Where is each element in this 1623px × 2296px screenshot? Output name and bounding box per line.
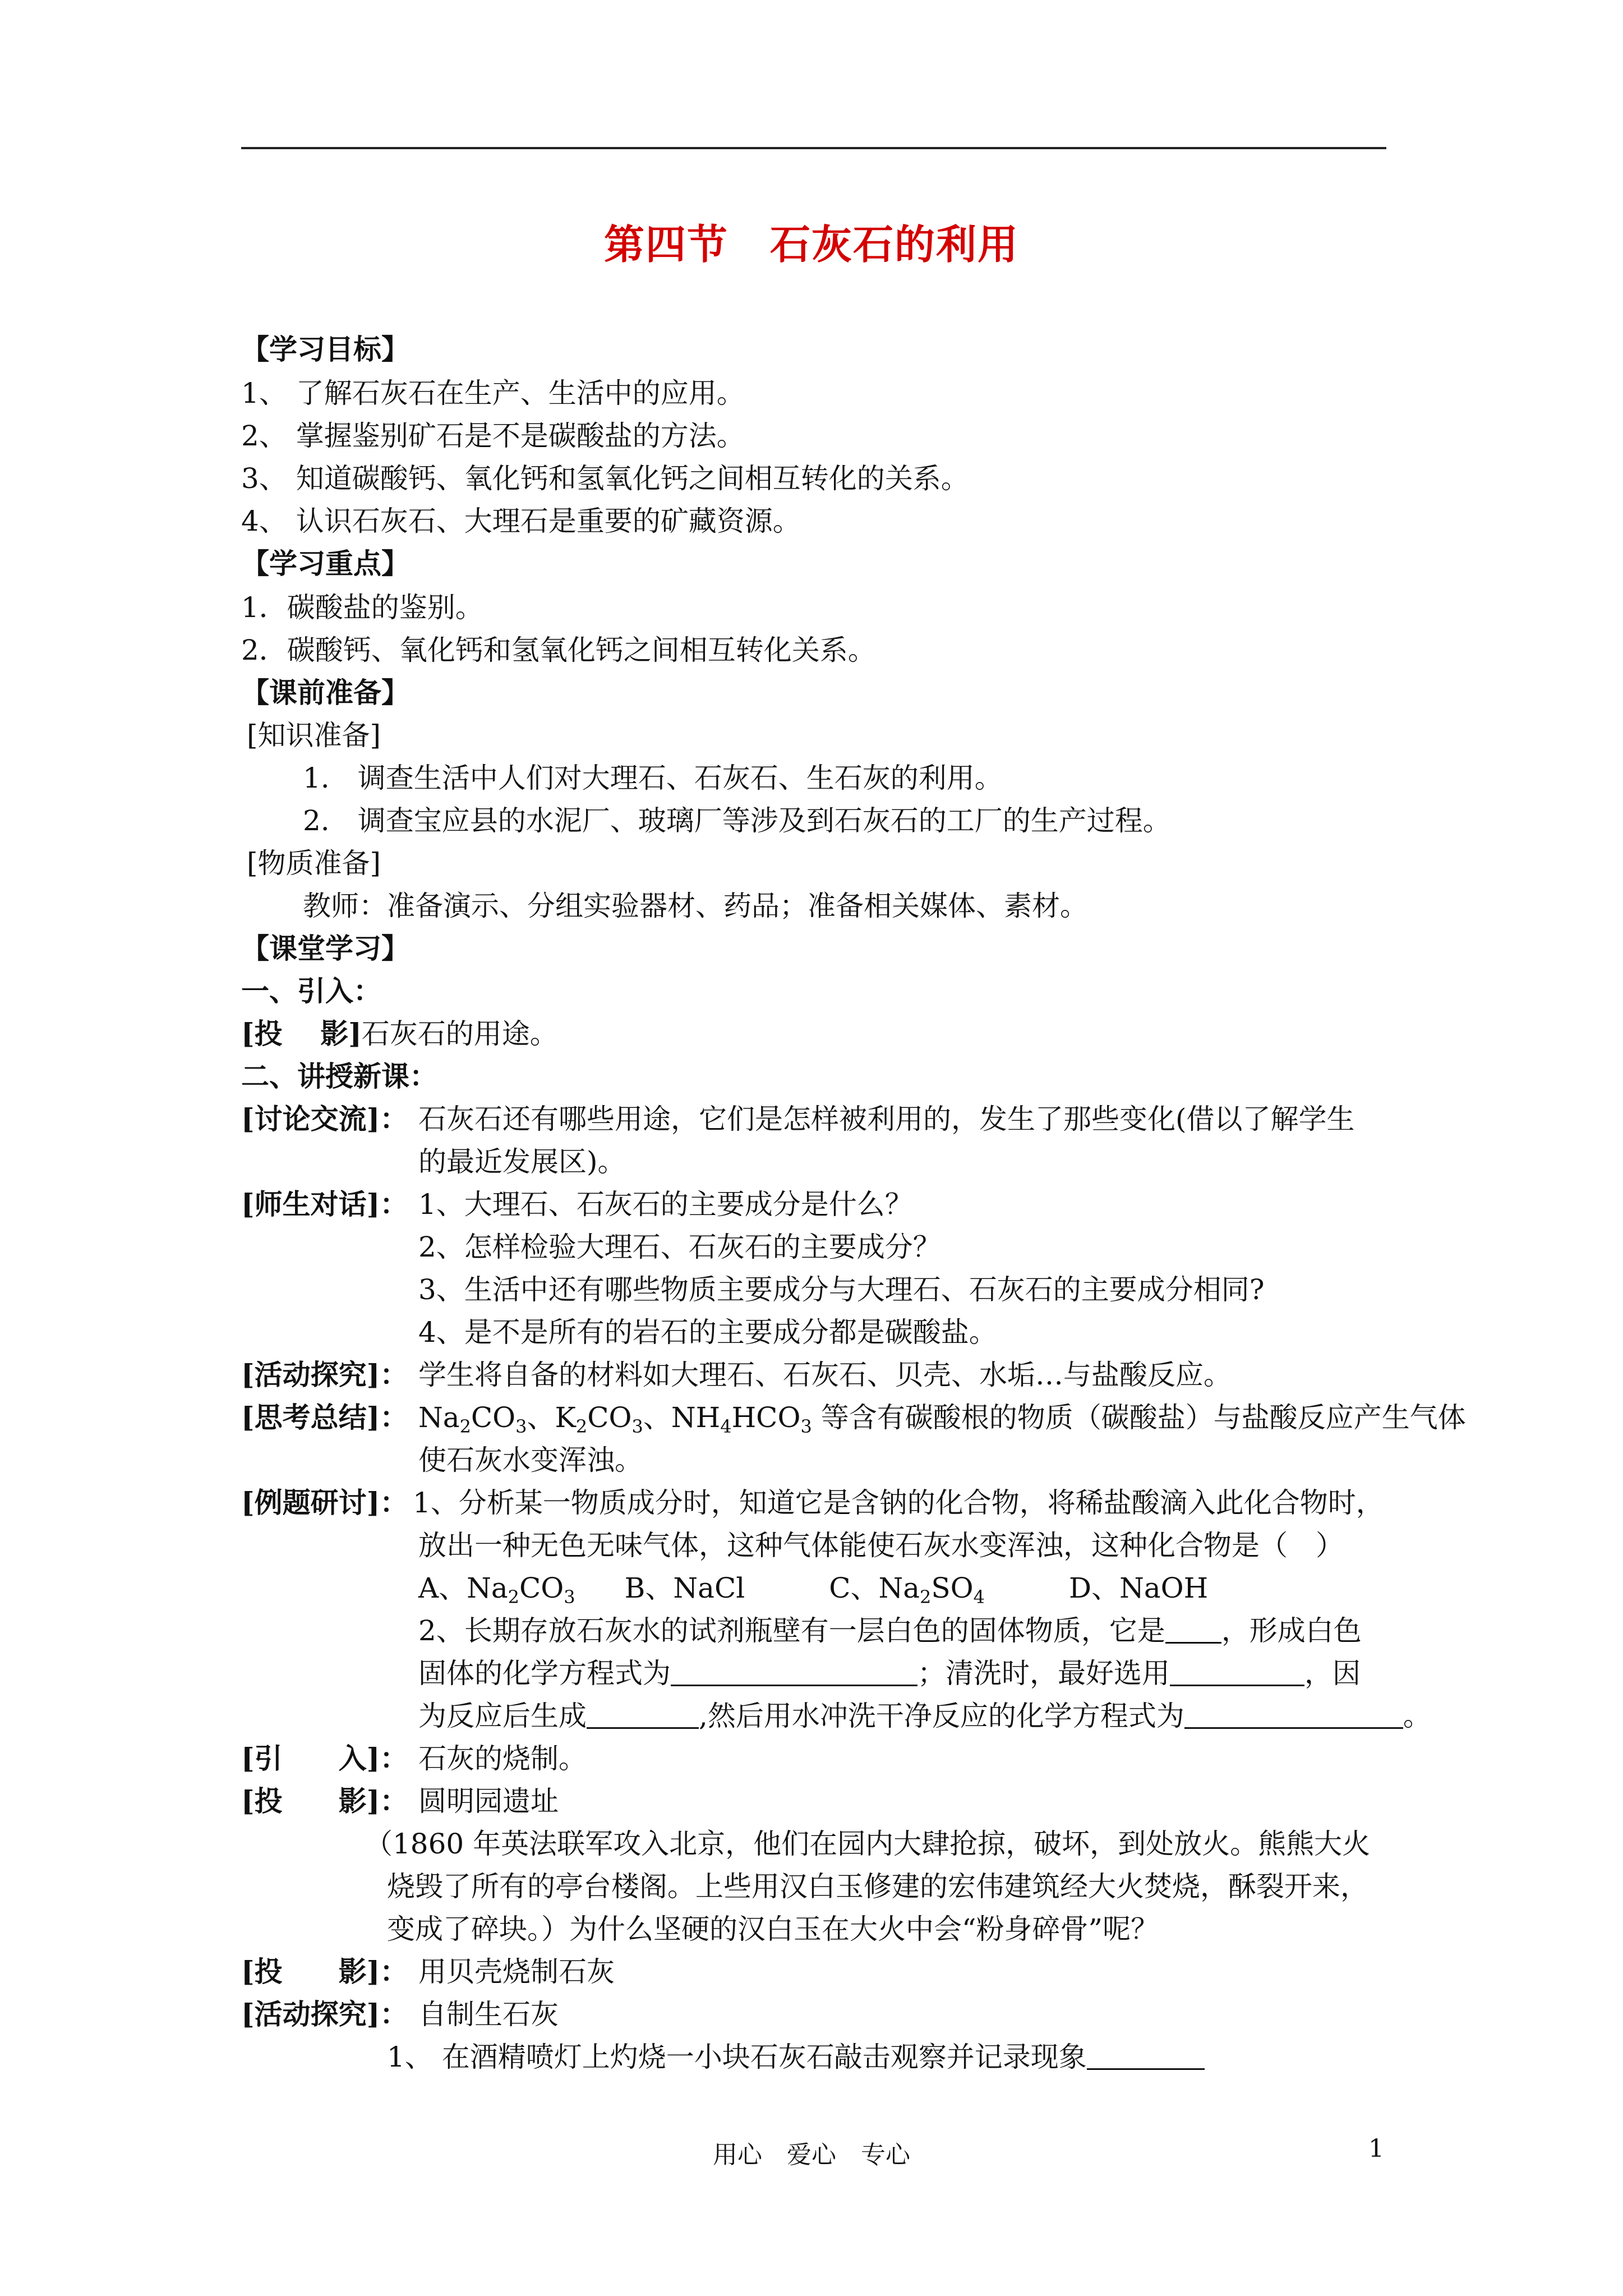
carbonate-formulas: $Na_2CO_3$、$K_2CO_3$、$NH_4HCO_3$ [418, 1401, 812, 1437]
dialogue-item: 1、大理石、石灰石的主要成分是什么？ [418, 1188, 913, 1221]
option-d: D、NaOH [1069, 1572, 1209, 1604]
key-point-item: 1．碳酸盐的鉴别。 [241, 591, 483, 624]
new-lesson-heading: 二、讲授新课： [241, 1060, 437, 1093]
example-line [241, 1485, 1384, 1520]
option-c: C、$Na_2SO_4$ [829, 1572, 985, 1608]
intro2-text: 石灰的烧制。 [418, 1742, 587, 1775]
dialogue-item: 3、生活中还有哪些物质主要成分与大理石、石灰石的主要成分相同? [418, 1273, 1265, 1306]
intro-heading: 一、引入： [241, 974, 381, 1007]
header-rule [241, 147, 1386, 149]
knowledge-item: 1. 调查生活中人们对大理石、石灰石、生石灰的利用。 [303, 762, 1003, 794]
activity2-item-text: 1、 在酒精喷灯上灼烧一小块石灰石敲击观察并记录现象 [387, 2041, 1087, 2073]
footer-motto: 用心 爱心 专心 [713, 2141, 910, 2169]
history-text: （1860 年英法联军攻入北京，他们在园内大肆抢掠，破坏，到处放火。熊熊大火 [365, 1828, 1371, 1860]
projection-text: 石灰石的用途。 [361, 1018, 558, 1050]
example2-text: ，形成白色 [1221, 1614, 1362, 1647]
example2-line1 [418, 1613, 1362, 1648]
answer-blank[interactable] [1170, 1659, 1304, 1686]
projection-tag: [投 影] [241, 1017, 362, 1050]
activity2-text: 自制生石灰 [418, 1998, 559, 2031]
summary-line [241, 1400, 1466, 1435]
answer-blank[interactable] [587, 1701, 699, 1729]
example2-text: 固体的化学方程式为 [418, 1657, 671, 1690]
dialogue-tag: [师生对话]： [241, 1188, 408, 1221]
summary-text-cont: 使石灰水变浑浊。 [418, 1444, 643, 1476]
activity2-line [241, 1997, 559, 2032]
objective-item: 4、 认识石灰石、大理石是重要的矿藏资源。 [241, 505, 801, 537]
example2-text: 2、长期存放石灰水的试剂瓶壁有一层白色的固体物质，它是 [418, 1614, 1165, 1647]
activity-line [241, 1358, 1232, 1392]
example2-text: ；清洗时，最好选用 [917, 1657, 1170, 1690]
example1-question: 1、分析某一物质成分时，知道它是含钠的化合物，将稀盐酸滴入此化合物时， [413, 1487, 1384, 1519]
activity2-tag: [活动探究]： [241, 1998, 408, 2031]
example1-question-cont: 放出一种无色无味气体，这种气体能使石灰水变浑浊，这种化合物是（ ） [418, 1529, 1344, 1562]
answer-blank[interactable] [1184, 1701, 1403, 1729]
example2-text: ，因 [1304, 1657, 1361, 1690]
summary-tag: [思考总结]： [241, 1401, 408, 1434]
objectives-heading: 【学习目标】 [241, 333, 409, 366]
dialogue-item: 2、怎样检验大理石、石灰石的主要成分？ [418, 1231, 941, 1263]
knowledge-prep-heading: [知识准备] [247, 719, 381, 752]
activity2-item [387, 2040, 1205, 2074]
projection2-line [241, 1784, 559, 1819]
dialogue-line [241, 1187, 913, 1222]
projection2-tag: [投 影]： [241, 1784, 408, 1818]
dialogue-item: 4、是不是所有的岩石的主要成分都是碳酸盐。 [418, 1316, 997, 1349]
projection3-line [241, 1954, 615, 1989]
example1-options [418, 1571, 1209, 1608]
discussion-line [241, 1102, 1355, 1137]
example2-text: ,然后用水冲洗干净反应的化学方程式为 [699, 1700, 1184, 1732]
objective-item: 1、 了解石灰石在生产、生活中的应用。 [241, 377, 745, 409]
intro2-line [241, 1741, 587, 1776]
example2-text: 为反应后生成 [418, 1700, 587, 1732]
example2-line3 [418, 1699, 1431, 1733]
projection3-text: 用贝壳烧制石灰 [418, 1955, 615, 1988]
material-prep-text: 教师：准备演示、分组实验器材、药品；准备相关媒体、素材。 [303, 890, 1088, 922]
intro2-tag: [引 入]： [241, 1742, 408, 1775]
projection3-tag: [投 影]： [241, 1955, 408, 1988]
history-text: 变成了碎块。）为什么坚硬的汉白玉在大火中会“粉身碎骨”呢？ [387, 1913, 1159, 1945]
projection-line [241, 1016, 558, 1051]
discussion-tag: [讨论交流]： [241, 1102, 408, 1135]
page-number: 1 [1368, 2134, 1384, 2163]
key-point-item: 2．碳酸钙、氧化钙和氢氧化钙之间相互转化关系。 [241, 634, 876, 666]
activity-tag: [活动探究]： [241, 1358, 408, 1391]
example-tag: [例题研讨]： [241, 1486, 408, 1519]
material-prep-heading: [物质准备] [247, 847, 381, 880]
option-a: A、$Na_2CO_3$ [418, 1572, 575, 1608]
history-text: 烧毁了所有的亭台楼阁。上些用汉白玉修建的宏伟建筑经大火焚烧，酥裂开来， [387, 1870, 1368, 1903]
discussion-text: 石灰石还有哪些用途，它们是怎样被利用的，发生了那些变化(借以了解学生 [418, 1103, 1355, 1135]
answer-blank[interactable] [671, 1659, 917, 1686]
activity-text: 学生将自备的材料如大理石、石灰石、贝壳、水垢…与盐酸反应。 [418, 1359, 1232, 1391]
classroom-heading: 【课堂学习】 [241, 932, 409, 965]
discussion-text-cont: 的最近发展区)。 [418, 1145, 626, 1178]
example2-text: 。 [1403, 1700, 1431, 1732]
key-points-heading: 【学习重点】 [241, 547, 409, 580]
answer-blank[interactable] [1165, 1616, 1221, 1644]
preparation-heading: 【课前准备】 [241, 676, 409, 709]
page-title: 第四节 石灰石的利用 [603, 220, 1019, 268]
option-b: B、NaCl [624, 1572, 745, 1604]
example2-line2 [418, 1656, 1361, 1691]
answer-blank[interactable] [1087, 2042, 1205, 2070]
objective-item: 3、 知道碳酸钙、氧化钙和氢氧化钙之间相互转化的关系。 [241, 462, 969, 495]
summary-text: 等含有碳酸根的物质（碳酸盐）与盐酸反应产生气体 [820, 1401, 1466, 1434]
objective-item: 2、 掌握鉴别矿石是不是碳酸盐的方法。 [241, 420, 745, 452]
projection2-text: 圆明园遗址 [418, 1785, 559, 1818]
knowledge-item: 2. 调查宝应县的水泥厂、玻璃厂等涉及到石灰石的工厂的生产过程。 [303, 804, 1171, 837]
